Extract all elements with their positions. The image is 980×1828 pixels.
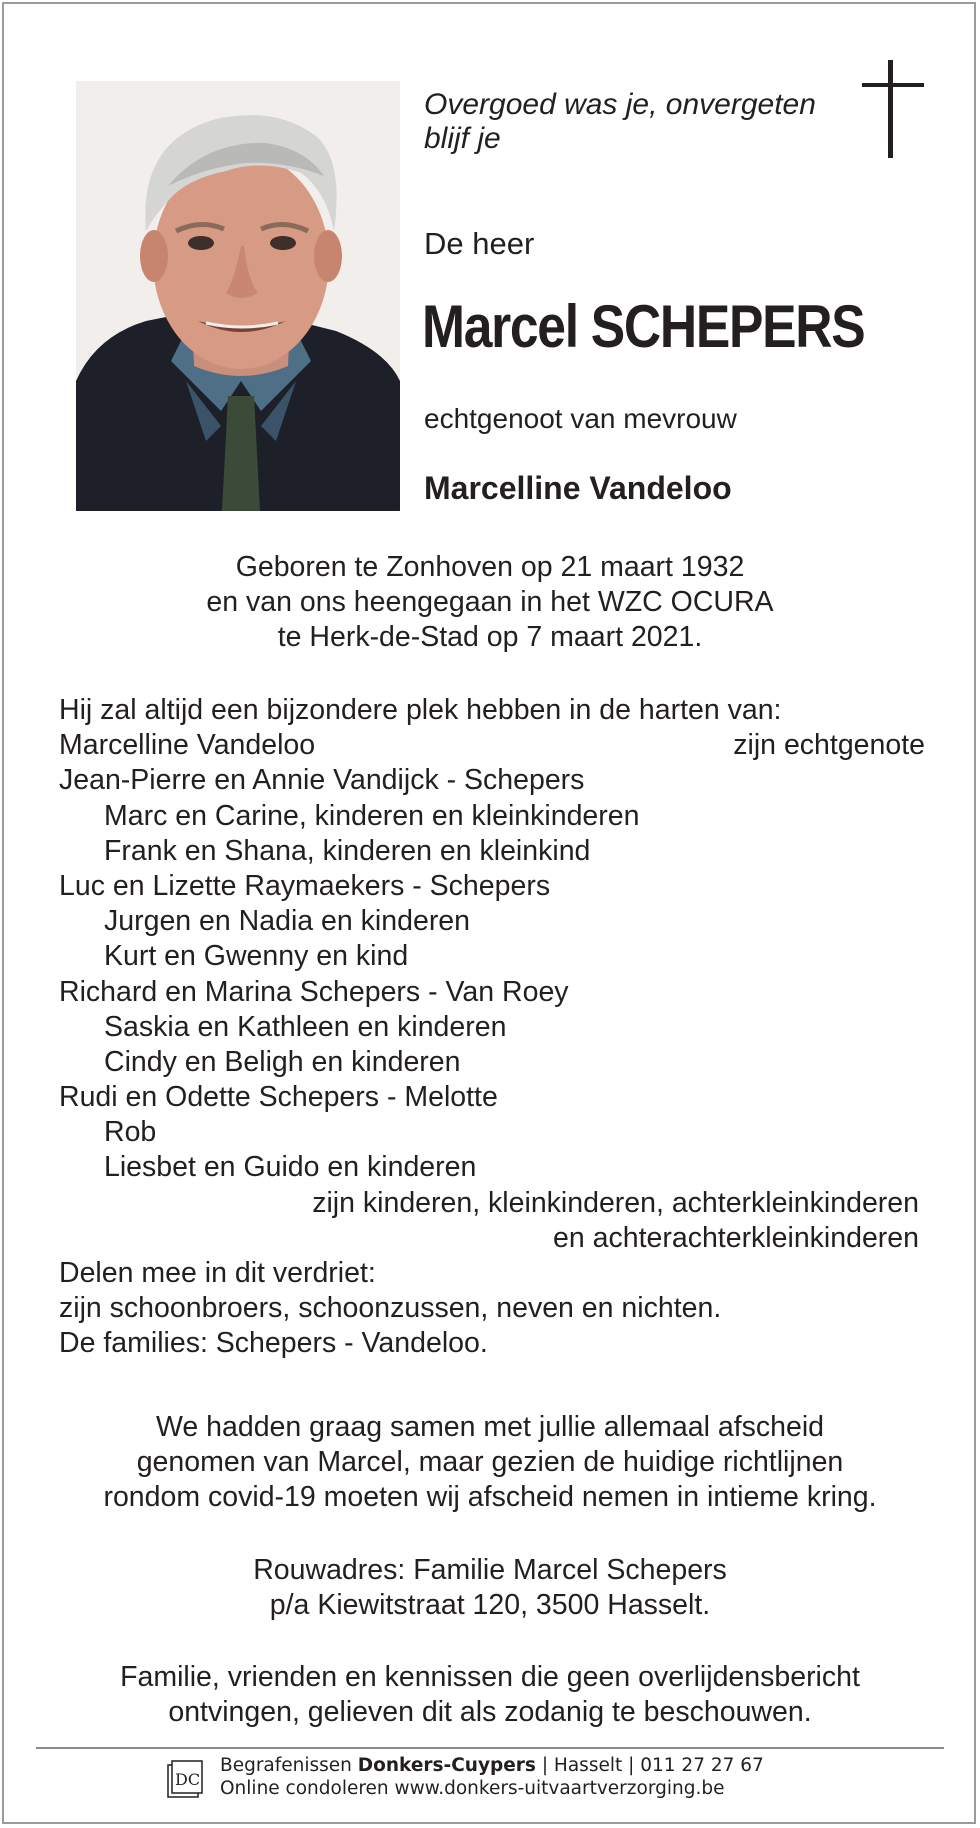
family-intro: Hij zal altijd een bijzondere plek hebben in de harten van: [59, 694, 782, 726]
family-line: Luc en Lizette Raymaekers - Schepers [59, 869, 551, 902]
spouse-row-role: zijn echtgenote [733, 729, 925, 762]
text-line: genomen van Marcel, maar gezien de huidige richtlijnen [136, 1446, 844, 1478]
cross-icon [862, 60, 924, 160]
family-line: Rob [104, 1116, 157, 1149]
footer-divider [36, 1747, 944, 1749]
footer-info [220, 1754, 764, 1800]
text-line: en van ons heengegaan in het WZC OCURA [206, 586, 774, 618]
family-line: Richard en Marina Schepers - Van Roey [59, 975, 569, 1008]
family-line: Cindy en Beligh en kinderen [104, 1045, 461, 1078]
footer-line-1 [220, 1754, 764, 1777]
spouse-row-name: Marcelline Vandeloo [59, 729, 316, 762]
family-line: Liesbet en Guido en kinderen [104, 1151, 477, 1184]
family-line: Jean-Pierre en Annie Vandijck - Schepers [59, 764, 585, 797]
family-line: Jurgen en Nadia en kinderen [104, 905, 471, 938]
footer-condolence-link[interactable]: Online condoleren www.donkers-uitvaartverzorging.be [220, 1778, 725, 1799]
relation-text: echtgenoot van mevrouw [424, 403, 737, 434]
spouse-row [59, 728, 925, 763]
sharing-line: Delen mee in dit verdriet: [59, 1257, 376, 1289]
funeral-home-logo-icon [166, 1759, 206, 1799]
family-list [59, 693, 925, 1362]
motto-text: Overgoed was je, onvergeten blijf je [424, 88, 816, 155]
sharing-line: De families: Schepers - Vandeloo. [59, 1327, 488, 1360]
family-line: Saskia en Kathleen en kinderen [104, 1010, 507, 1043]
family-line: Kurt en Gwenny en kind [104, 940, 409, 973]
honorific: De heer [424, 226, 535, 261]
descendants-line: en achterachterkleinkinderen [553, 1221, 919, 1254]
footer-contact: | Hasselt | 011 27 27 67 [535, 1755, 764, 1776]
text-line: Familie, vrienden en kennissen die geen overlijdensbericht [120, 1661, 860, 1693]
family-line: Frank en Shana, kinderen en kleinkind [104, 834, 591, 867]
text-line: p/a Kiewitstraat 120, 3500 Hasselt. [269, 1589, 711, 1621]
spouse-name: Marcelline Vandeloo [424, 470, 732, 506]
footer-company: Donkers-Cuypers [357, 1755, 536, 1776]
footer-prefix: Begrafenissen [220, 1755, 358, 1776]
farewell-message [40, 1410, 940, 1515]
text-line: Geboren te Zonhoven op 21 maart 1932 [235, 551, 745, 583]
text-line: te Herk-de-Stad op 7 maart 2021. [277, 621, 703, 653]
family-line: Rudi en Odette Schepers - Melotte [59, 1081, 498, 1114]
svg-text:DC: DC [175, 1770, 201, 1789]
text-line: ontvingen, gelieven dit als zodanig te beschouwen. [168, 1696, 812, 1728]
sharing-line: zijn schoonbroers, schoonzussen, neven en nichten. [59, 1292, 722, 1325]
deceased-name: Marcel SCHEPERS [422, 293, 865, 360]
notice-message [40, 1660, 940, 1730]
mourning-address [40, 1553, 940, 1623]
birth-death-info [40, 550, 940, 655]
family-line: Marc en Carine, kinderen en kleinkinderen [104, 799, 640, 832]
text-line: rondom covid-19 moeten wij afscheid nemen in intieme kring. [103, 1481, 877, 1513]
text-line: We hadden graag samen met jullie allemaal afscheid [155, 1411, 825, 1443]
text-line: Rouwadres: Familie Marcel Schepers [253, 1554, 727, 1586]
portrait-photo [76, 81, 400, 511]
descendants-line: zijn kinderen, kleinkinderen, achterkleinkinderen [312, 1186, 919, 1219]
